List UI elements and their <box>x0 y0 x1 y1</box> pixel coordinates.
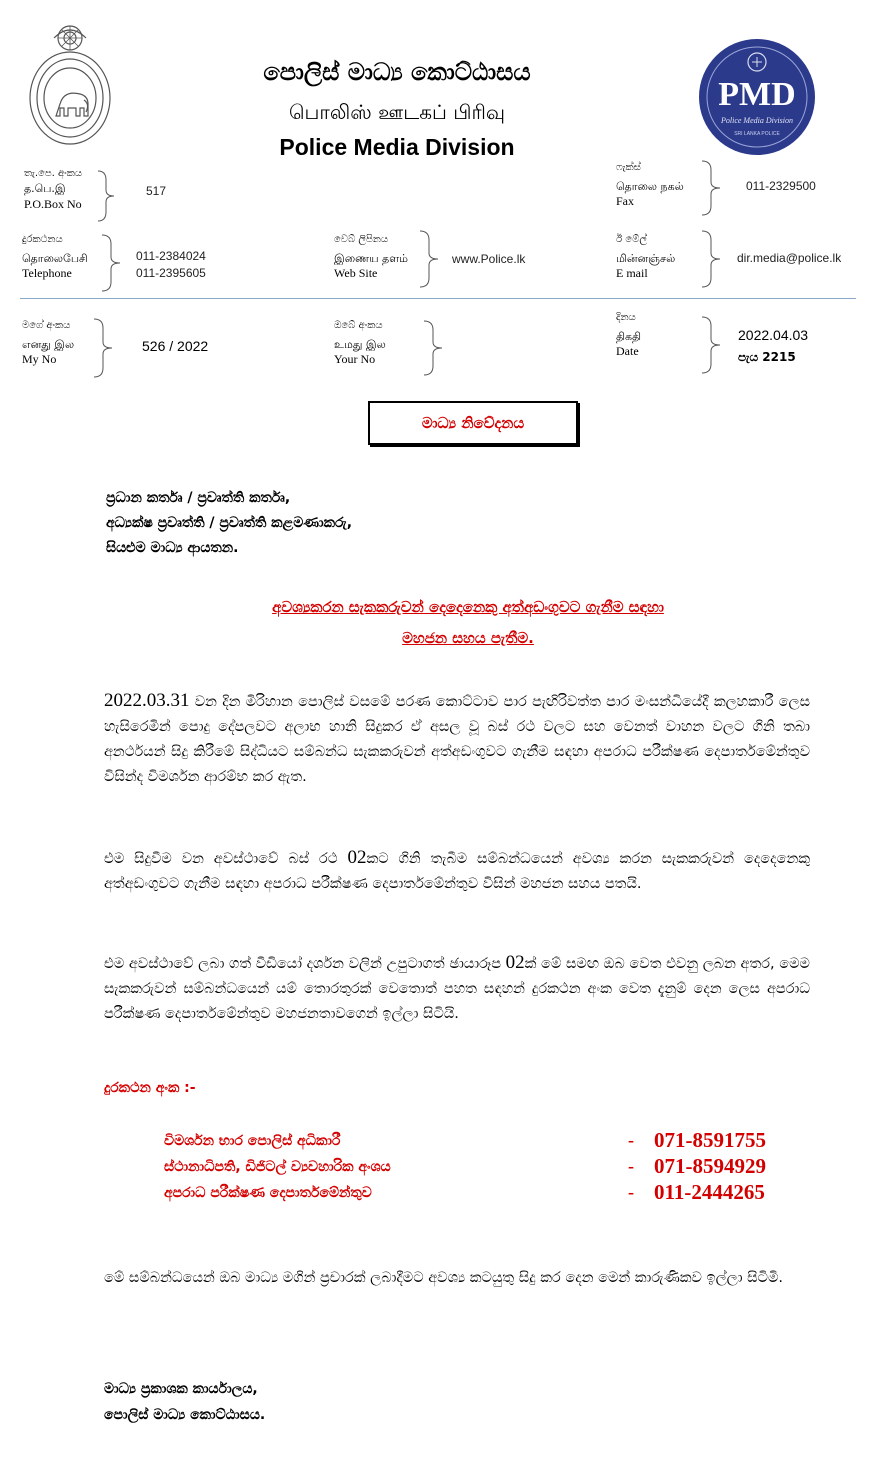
title-english: Police Media Division <box>279 134 515 160</box>
pobox-labels <box>24 168 82 212</box>
my-no-label-en: My No <box>22 352 57 366</box>
recipient-line: සියළුම මාධ්‍ය ආයතන. <box>106 540 239 556</box>
date-labels <box>616 312 641 359</box>
pobox-brace <box>96 170 116 222</box>
website-brace <box>418 230 440 288</box>
date-label-ta: திகதி <box>616 330 642 343</box>
fax-label-ta: தொலை நகல் <box>616 180 684 193</box>
my-no-value: 526 / 2022 <box>142 338 209 354</box>
doc-heading: මාධ්‍ය නිවේදනය <box>368 401 578 445</box>
pmd-logo-subtext: SRI LANKA POLICE <box>734 131 780 137</box>
phone-row-number[interactable]: 071-8594929 <box>654 1154 766 1178</box>
your-no-label-si: ඔබේ අංකය <box>334 320 383 331</box>
police-emblem <box>24 20 116 150</box>
fax-brace <box>700 160 722 216</box>
date-brace <box>700 316 722 374</box>
phone-row-name: අපරාධ පරීක්ෂණ දෙපාර්තමේන්තුව <box>164 1185 372 1201</box>
header-divider <box>20 298 856 299</box>
telephone-label-ta: தொலைபேசி <box>22 252 88 265</box>
paragraph-1-date: 2022.03.31 <box>104 690 190 711</box>
my-no-labels <box>22 320 74 367</box>
date-value: 2022.04.03 <box>738 327 809 343</box>
signature-line: පොලිස් මාධ්‍ය කොට්ඨාසය. <box>104 1407 266 1423</box>
paragraph-2-text-a: එම සිදුවීම වන අවස්ථාවේ බස් රථ <box>104 851 348 867</box>
paragraph-3 <box>104 950 810 1027</box>
my-no-label-ta: எனது இல <box>22 338 75 351</box>
fax-label-en: Fax <box>616 194 634 208</box>
phone-row-name: ස්ථානාධිපති, ඩිජිටල් ව්‍යවහාරික අංශය <box>164 1159 391 1175</box>
your-no-brace <box>422 320 444 376</box>
paragraph-1-text: වන දින මිරිහාන පොලිස් වසමේ පරණ කොට්ටාව පාර පැඟිරිවත්ත පාර මංසන්ධියේදී කලහකාරී ලෙස හැසිරෙමින් පොදු දේපලවට අලාභ හානි සිදුකර ඒ අසල වූ බස් රථ වලට සහ වෙනත් වාහන වලට ගිනි තබා අනර්ථයන් සිදු කිරීමේ සිද්ධියට සම්බන්ධ සැකකරුවන් අත්අඩංගුවට ගැනීම සඳහා අපරාධ පරීක්ෂණ දෙපාර්තමේන්තුව විසින්ද විමර්ශන ආරම්භ කර ඇත. <box>104 694 810 785</box>
paragraph-3-text-b: ක් මේ සමඟ ඔබ වෙත එවනු ලබන අතර, මෙම සැකකරුවන් සම්බන්ධයෙන් යම් තොරතුරක් වෙතොත් පහත සඳහන් දුරකථන අංක වෙත දැනුම් දෙන ලෙස අපරාධ පරීක්ෂණ දෙපාර්තමේන්තුව මහජනතාවගෙන් ඉල්ලා සිටියි. <box>104 956 810 1022</box>
email-link[interactable]: dir.media@police.lk <box>737 251 842 265</box>
phone-row-number[interactable]: 011-2444265 <box>654 1180 765 1204</box>
email-label-ta: மின்னஞ்சல் <box>616 252 676 265</box>
telephone-value-1: 011-2384024 <box>136 249 206 263</box>
subject-line-2: මහජන සහය පැතීම. <box>402 629 534 647</box>
title-tamil: பொலிஸ் ஊடகப் பிரிவு <box>288 100 505 124</box>
pobox-label-si: තැ.පෙ. අංකය <box>24 168 83 179</box>
telephone-labels <box>22 234 88 281</box>
phone-row <box>164 1156 804 1182</box>
website-labels <box>334 234 408 281</box>
paragraph-2 <box>104 845 810 897</box>
website-link[interactable]: www.Police.lk <box>452 252 526 266</box>
telephone-value-2: 011-2395605 <box>136 266 206 280</box>
phone-row-number[interactable]: 071-8591755 <box>654 1128 766 1152</box>
paragraph-1 <box>104 688 810 790</box>
phone-row <box>164 1182 804 1208</box>
phone-row <box>164 1130 804 1156</box>
closing-paragraph: මේ සම්බන්ධයෙන් ඔබ මාධ්‍ය මගින් ප්‍රචාරක් ලබාදීමට අවශ්‍ය කටයුතු සිදු කර දෙන මෙන් කාරුණිකව ඉල්ලා සිටිමි. <box>104 1270 784 1286</box>
phone-list <box>164 1130 804 1208</box>
pmd-logo <box>696 36 818 158</box>
website-label-en: Web Site <box>334 266 378 280</box>
phone-row-dash: - <box>628 1130 634 1150</box>
signature-line: මාධ්‍ය ප්‍රකාශක කාර්යාලය, <box>104 1381 258 1397</box>
telephone-label-si: දුරකථනය <box>22 234 63 245</box>
title-sinhala: පොලිස් මාධ්‍ය කොට්ඨාසය <box>263 58 531 86</box>
subject-line-1: අවශ්‍යකරන සැකකරුවන් දෙදෙනෙකු අත්අඩංගුවට ගැනීම සඳහා <box>272 598 664 616</box>
time-value: පැය 2215 <box>738 350 796 364</box>
date-label-si: දිනය <box>616 312 636 323</box>
pmd-logo-ring-text: Police Media Division <box>721 116 793 125</box>
phone-row-dash: - <box>628 1156 634 1176</box>
paragraph-3-text-a: එම අවස්ථාවේ ලබා ගත් වීඩියෝ දර්ශන වලින් උපුටාගත් ඡායාරූප <box>104 956 506 972</box>
recipient-line: ප්‍රධාන කර්තෘ / ප්‍රවෘත්ති කර්තෘ, <box>106 490 291 506</box>
paragraph-2-number: 02 <box>347 847 367 868</box>
website-label-ta: இணைய தளம் <box>334 252 408 265</box>
my-no-label-si: මගේ අංකය <box>22 320 71 331</box>
phone-row-dash: - <box>628 1182 634 1202</box>
my-no-brace <box>92 318 114 378</box>
telephone-brace <box>100 234 122 292</box>
recipient-line: අධ්‍යක්ෂ ප්‍රවෘත්ති / ප්‍රවෘත්ති කළමණාකරු, <box>106 515 353 531</box>
website-label-si: වෙබ් ලිපිනය <box>334 234 389 245</box>
date-label-en: Date <box>616 344 639 358</box>
fax-label-si: ෆැක්ස් <box>616 162 641 173</box>
telephone-label-en: Telephone <box>22 266 72 280</box>
paragraph-3-number: 02 <box>505 952 525 973</box>
fax-labels <box>616 162 684 209</box>
your-no-label-ta: உமது இல <box>334 338 386 351</box>
email-label-en: E mail <box>616 266 648 280</box>
recipients <box>106 486 352 561</box>
signature <box>104 1376 265 1428</box>
paragraph-2-text-b: කට ගිනි තැබීම සම්බන්ධයෙන් අවශ්‍ය කරන සැකකරුවන් දෙදෙනෙකු අත්අඩංගුවට ගැනීම සඳහා අපරාධ පරීක්ෂණ දෙපාර්තමේන්තුව විසින් මහජන සහය පතයි. <box>104 851 810 892</box>
pmd-logo-text: PMD <box>718 76 796 113</box>
pobox-label-en: P.O.Box No <box>24 197 82 211</box>
email-labels <box>616 234 675 281</box>
fax-value: 011-2329500 <box>746 179 816 193</box>
email-label-si: ඊ මේල් <box>616 234 647 245</box>
email-brace <box>700 230 722 288</box>
phone-row-name: විමර්ශන භාර පොලිස් අධිකාරී <box>164 1133 341 1149</box>
your-no-label-en: Your No <box>334 352 376 366</box>
pobox-label-ta: த.பெ.இ <box>24 182 66 195</box>
pobox-value: 517 <box>146 184 167 198</box>
your-no-labels <box>334 320 386 367</box>
phones-heading: දුරකථන අංක :- <box>104 1080 196 1096</box>
